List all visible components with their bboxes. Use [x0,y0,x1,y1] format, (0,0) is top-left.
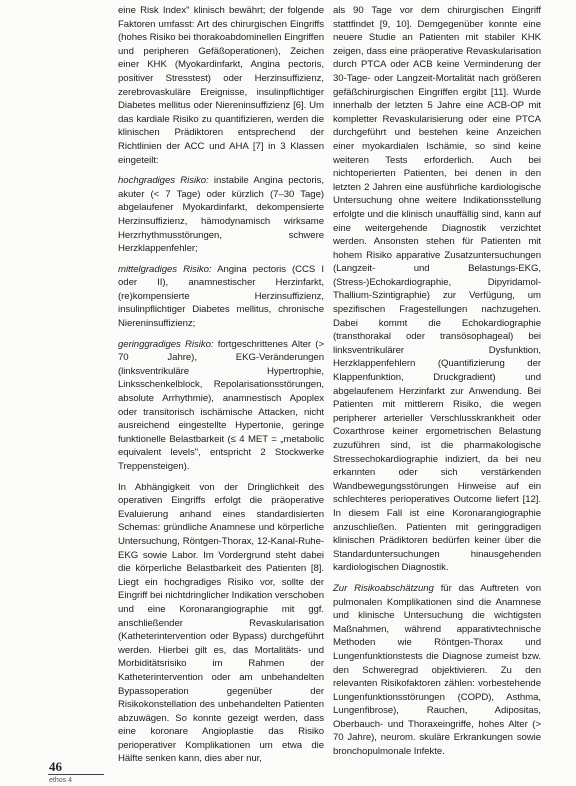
label-low-risk: geringgradiges Risiko: [118,338,214,350]
paragraph-revascularisation: als 90 Tage vor dem chirurgischen Eingriff stattfindet [9, 10]. Demgegenüber konnte eine neuere Studie an Patienten mit stabiler KHK zeigen, dass eine präoperative Revaskularisation durch PTCA oder ACB keine Verminderung der 30-Tage- oder Langzeit-Mortalität nach größeren gefäßchirurgischen Eingriffen ergibt [11]. Wurde innerhalb der letzten 5 Jahre eine ACB-OP mit kompletter Revaskularisierung oder eine PTCA durchgeführt und bestehen keine Anzeichen einer myokardialen Ischämie, so sind keine weiteren Tests erforderlich. Auch bei nichtoperierten Patienten, bei denen in den letzten 2 Jahren eine ausführliche kardiologische Untersuchung ohne weitere Indikationsstellung erfolgte und die klinisch unauffällig sind, kann auf eine weitergehende Diagnostik verzichtet werden. Ansonsten stehen für Patienten mit hohem Risiko apparative Zusatzuntersuchungen (Langzeit- und Belastungs-EKG, (Stress-)Echokardiographie, Dipyridamol-Thallium-Szintigraphie) zur Verfügung, um spezifischen Fragestellungen nachzugehen. Dabei kommt die Echokardiographie (transthorakal oder transösophageal) bei linksventrikulärer Dysfunktion, Herzklappenfehlern (Quantifizierung der Klappenfunktion, Druckgradient) und abgelaufenem Herzinfarkt zur Anwendung. Bei Patienten mit mittlerem Risiko, die wegen peripherer arterieller Verschlusskrankheit oder Coxarthrose keiner ergometrischen Belastung zuzuführen sind, ist die pharmakologische Stressechokardiographie indiziert, da bei neu erkannten oder sich verstärkenden Wandbewegungsstörungen Hinweise auf ein schlechteres perioperatives Outcome liefert [12]. In diesem Fall ist eine Koronarangiographie anzuschließen. Patienten mit geringgradigen klinischen Prädiktoren bedürfen keiner über die Standarduntersuchungen hinausgehenden kardiologischen Diagnostik. [333,5,541,574]
paragraph-risk-index: eine Risk Index" klinisch bewährt; der folgende Faktoren umfasst: Art des chirurgischen Eingriffs (hohes Risiko bei thorakoabdominellen Eingriffen und peripheren Gefäßoperationen), Zeichen einer KHK (Myokardinfarkt, Angina pectoris, positiver Stresstest) oder Herzinsuffizienz, zerebrovaskuläre Ereignisse, insulinpflichtiger Diabetes mellitus oder Niereninsuffizienz [6]. Um das kardiale Risiko zu quantifizieren, werden die klinischen Prädiktoren entsprechend der Richtlinien der ACC und AHA [7] in 3 Klassen eingeteilt: [118,5,324,166]
text-pulmonary-risk: für das Auftreten von pulmonalen Komplikationen sind die Anamnese und klinische Untersuchung die wichtigsten Maßnahmen, während apparativtechnische Methoden wie Röntgen-Thorax und Lungenfunktionstests die Diagnose zumeist bzw. den Schweregrad objektivieren. Zu den relevanten Risikofaktoren zählen: vorbestehende Lungenfunktionsstörungen (COPD), Asthma, Lungenfibrose), Rauchen, Adipositas, Oberbauch- und Thoraxeingriffe, hohes Alter (> 70 Jahre), neurom. skuläre Erkrankungen sowie bronchopulmonale Infekte. [333,582,541,758]
paragraph-evaluation: In Abhängigkeit von der Dringlichkeit des operativen Eingriffs erfolgt die präoperative Evaluierung anhand eines standardisierten Schemas: gründliche Anamnese und körperliche Untersuchung, Röntgen-Thorax, 12-Kanal-Ruhe-EKG sowie Labor. Im Vordergrund steht dabei die körperliche Belastbarkeit des Patienten [8]. Liegt ein hochgradiges Risiko vor, sollte der Eingriff bei nichtdringlicher Indikation verschoben und eine Koronarangiographie mit ggf. anschließender Revaskularisation (Katheterintervention oder Bypass) durchgeführt werden. Hierbei gilt es, das Mortalitäts- und Morbiditätsrisiko im Rahmen der Katheterintervention oder am unbehandelten Bypassoperation gegenüber der Risikokonstellation des unbehandelten Patienten abzuwägen. So konnte gezeigt werden, dass eine koronare Angioplastie das Risiko perioperativer Komplikationen um etwa die Hälfte senken kann, dies aber nur, [118,481,324,765]
paragraph-high-risk [118,174,324,256]
text-high-risk: instabile Angina pectoris, akuter (< 7 Tage) oder kürzlich (7–30 Tage) abgelaufener Myokardinfarkt, dekompensierte Herzinsuffizienz, hämodynamisch wirksame Herzrhythmusstörungen, schwere Herzklappenfehler; [118,175,324,255]
paragraph-low-risk [118,338,324,474]
paragraph-pulmonary-risk [333,582,541,759]
text-medium-risk: Angina pectoris (CCS I oder II), anamnestischer Herzinfarkt, (re)kompensierte Herzinsuffizienz, insulinpflichtiger Diabetes mellitus, chronische Niereninsuffizienz; [118,263,324,330]
page-number: 46 [49,759,62,774]
label-medium-risk: mittelgradiges Risiko: [118,263,212,275]
paragraph-medium-risk [118,263,324,331]
footer-rule [48,774,104,775]
journal-footer: ethos 4 [49,777,72,784]
label-pulmonary-risk: Zur Risikoabschätzung [333,582,434,594]
text-low-risk: fortgeschrittenes Alter (> 70 Jahre), EKG-Veränderungen (linksventrikuläre Hypertrophie, Linksschenkelblock, Repolarisationsstörungen, absolute Arrhythmie), anamnestisch Apoplex oder transitorisch ischämische Attacken, nicht ausreichend eingestellte Hypertonie, geringe funktionelle Belastbarkeit (≤ 4 MET = „metabolic equivalent levels", entspricht 2 Stockwerke Treppensteigen). [118,338,324,472]
label-high-risk: hochgradiges Risiko: [118,175,209,187]
left-column [118,4,324,766]
right-column [333,4,541,759]
